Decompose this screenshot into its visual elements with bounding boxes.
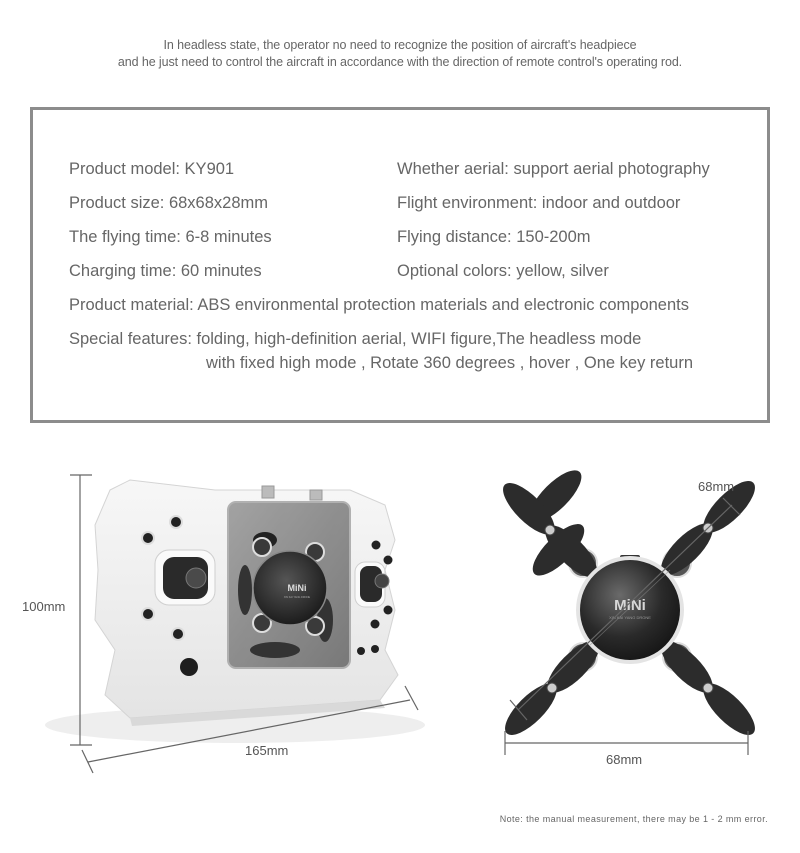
controller-image (0, 450, 440, 790)
spec-material: Product material: ABS environmental protection materials and electronic components (69, 296, 689, 314)
spec-flying-distance: Flying distance: 150-200m (397, 228, 591, 246)
height-dimension-line (70, 475, 92, 745)
controller-logo-sub: XIN KAI YANG DRONE (283, 596, 311, 599)
intro-line-2: and he just need to control the aircraft in accordance with the direction of remote control's operating rod. (117, 55, 683, 69)
intro-line-1: In headless state, the operator no need to recognize the position of aircraft's headpiece (163, 38, 637, 52)
spec-features-line-1: Special features: folding, high-definition aerial, WIFI figure,The headless mode (69, 330, 642, 348)
measurement-note: Note: the manual measurement, there may be 1 - 2 mm error. (499, 814, 768, 824)
spec-features-line-2: with fixed high mode , Rotate 360 degrees , hover , One key return (206, 354, 694, 372)
drone-image (480, 460, 780, 780)
spec-charging-time: Charging time: 60 minutes (69, 262, 262, 280)
intro-text (0, 37, 800, 71)
drone-logo: MiNi (614, 597, 646, 614)
spec-product-size: Product size: 68x68x28mm (69, 194, 269, 212)
spec-flight-environment: Flight environment: indoor and outdoor (397, 194, 681, 212)
drone-prop-label: 68mm (698, 479, 735, 494)
drone-width-label: 68mm (606, 752, 643, 767)
controller-width-label: 165mm (245, 743, 289, 758)
drone-logo-sub: XIN KAI YANG DRONE (609, 615, 651, 620)
controller-height-label: 100mm (22, 599, 66, 614)
spec-optional-colors: Optional colors: yellow, silver (397, 262, 609, 280)
spec-product-model: Product model: KY901 (69, 160, 235, 178)
spec-box (30, 107, 770, 423)
spec-flying-time: The flying time: 6-8 minutes (69, 228, 272, 246)
controller-logo: MiNi (287, 583, 307, 593)
spec-aerial: Whether aerial: support aerial photography (397, 160, 710, 178)
